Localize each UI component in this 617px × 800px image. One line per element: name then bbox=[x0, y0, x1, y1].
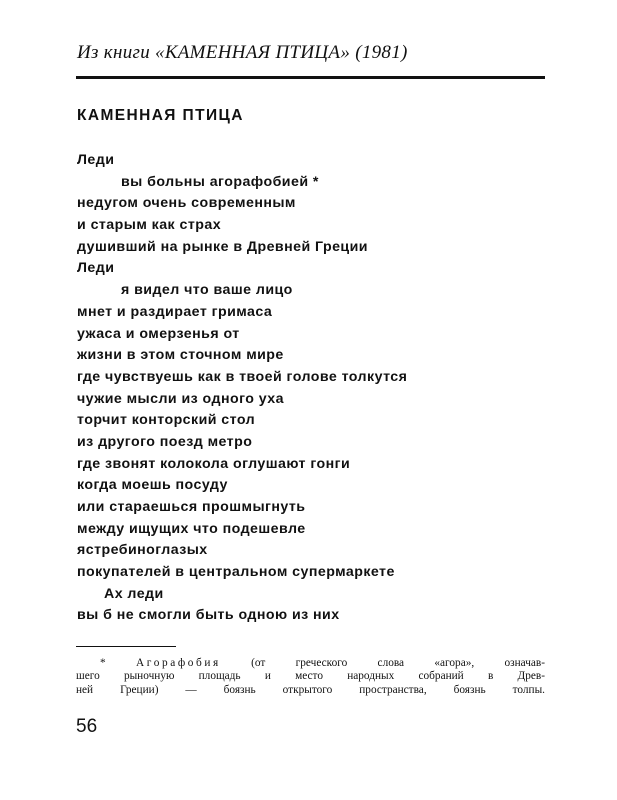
poem-line: душивший на рынке в Древней Греции bbox=[77, 238, 368, 255]
poem-line: где чувствуешь как в твоей голове толкутся bbox=[77, 368, 408, 385]
poem-line: вы больны агорафобией * bbox=[121, 173, 319, 190]
footnote-line bbox=[76, 657, 545, 670]
poem-line: из другого поезд метро bbox=[77, 433, 253, 450]
running-head: Из книги «КАМЕННАЯ ПТИЦА» (1981) bbox=[77, 42, 408, 63]
header-rule bbox=[76, 76, 545, 79]
poem-line: когда моешь посуду bbox=[77, 477, 228, 494]
footnote-term: Агорафобия bbox=[136, 657, 221, 669]
poem-title: КАМЕННАЯ ПТИЦА bbox=[77, 107, 244, 124]
footnote-marker: * bbox=[100, 657, 106, 669]
poem-line: мнет и раздирает гримаса bbox=[77, 303, 273, 320]
poem-line: торчит конторский стол bbox=[77, 412, 256, 429]
poem-line: Леди bbox=[77, 260, 115, 277]
poem-line: Леди bbox=[77, 152, 115, 168]
footnote-text: (от греческого слова «агора», означав- bbox=[251, 657, 546, 669]
poem-line: я видел что ваше лицо bbox=[121, 282, 293, 299]
poem-line: вы б не смогли быть одною из них bbox=[77, 607, 340, 624]
footnote-rule bbox=[76, 646, 176, 647]
poem-line: ястребиноглазых bbox=[77, 542, 208, 559]
poem-line: ужаса и омерзенья от bbox=[77, 325, 240, 342]
footnote bbox=[76, 657, 545, 697]
poem-line: Ах леди bbox=[104, 585, 164, 602]
footnote-line: ней Греции) — боязнь открытого пространства, боязнь толпы. bbox=[76, 683, 545, 696]
poem-line: недугом очень современным bbox=[77, 195, 296, 212]
page-number: 56 bbox=[76, 716, 98, 737]
poem-line: и старым как страх bbox=[77, 217, 222, 234]
poem-line: или стараешься прошмыгнуть bbox=[77, 499, 306, 515]
poem-line: между ищущих что подешевле bbox=[77, 520, 306, 537]
footnote-line: шего рыночную площадь и место народных собраний в Древ- bbox=[76, 670, 545, 683]
poem-line: жизни в этом сточном мире bbox=[77, 347, 284, 364]
poem-line: где звонят колокола оглушают гонги bbox=[77, 455, 351, 472]
poem-line: покупателей в центральном супермаркете bbox=[77, 564, 395, 581]
poem-line: чужие мысли из одного уха bbox=[77, 390, 284, 407]
poem-body bbox=[77, 150, 557, 627]
